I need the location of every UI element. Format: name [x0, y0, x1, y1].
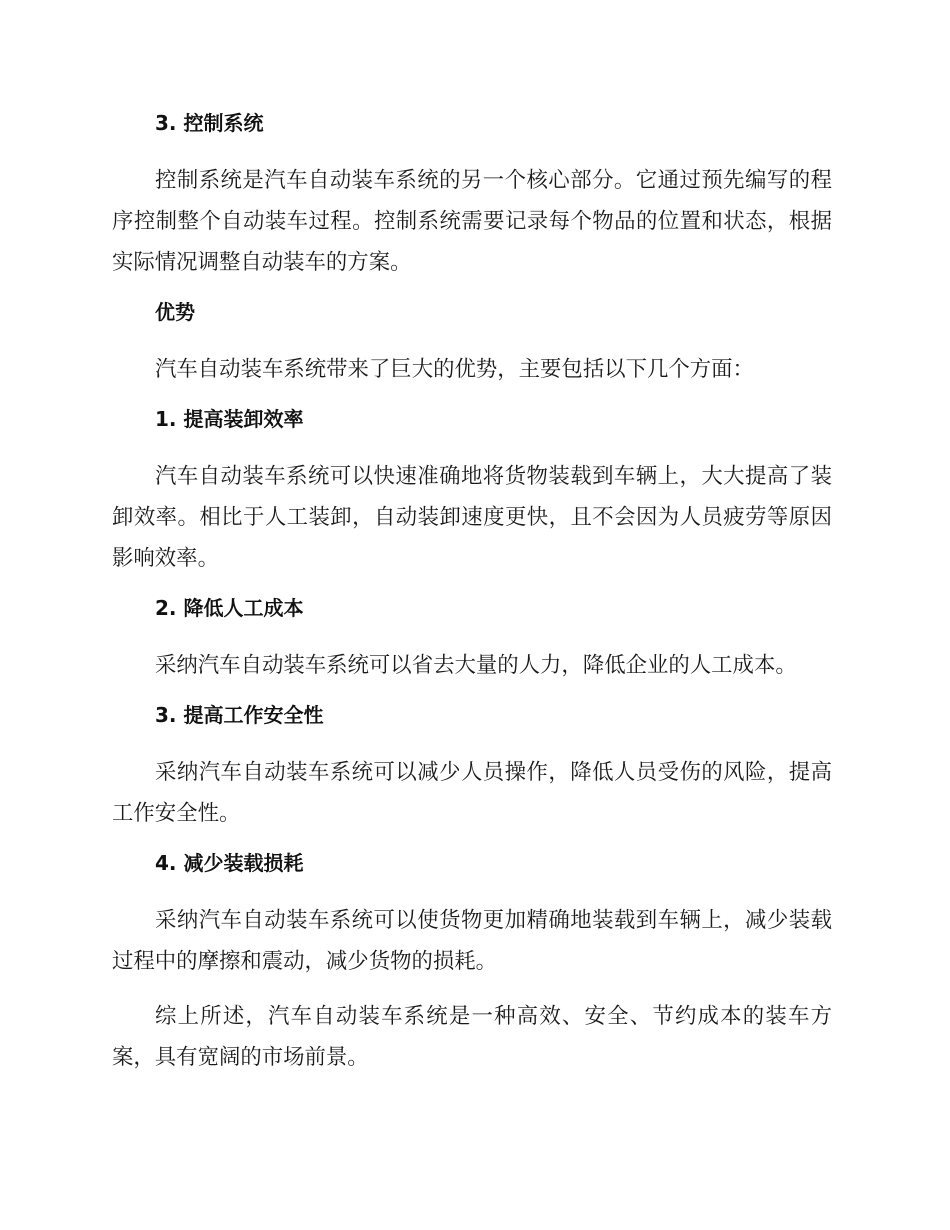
section-heading: 4. 减少装载损耗	[155, 851, 304, 875]
body-paragraph: 采纳汽车自动装车系统可以省去大量的人力，降低企业的人工成本。	[155, 653, 797, 678]
body-paragraph: 汽车自动装车系统带来了巨大的优势，主要包括以下几个方面：	[155, 357, 754, 382]
section-advantages	[112, 297, 832, 390]
section-safety	[112, 700, 832, 834]
body-paragraph: 采纳汽车自动装车系统可以减少人员操作，降低人员受伤的风险，提高工作安全性。	[112, 760, 832, 826]
body-paragraph: 控制系统是汽车自动装车系统的另一个核心部分。它通过预先编写的程序控制整个自动装车过程。控制系统需要记录每个物品的位置和状态，根据实际情况调整自动装车的方案。	[112, 168, 832, 275]
document-page	[112, 108, 832, 1092]
section-heading: 2. 降低人工成本	[155, 596, 304, 620]
section-heading: 优势	[155, 300, 195, 324]
section-labor-cost	[112, 593, 832, 686]
body-paragraph: 汽车自动装车系统可以快速准确地将货物装载到车辆上，大大提高了装卸效率。相比于人工装卸，自动装卸速度更快，且不会因为人员疲劳等原因影响效率。	[112, 464, 832, 571]
section-heading: 3. 提高工作安全性	[155, 703, 324, 727]
body-paragraph: 采纳汽车自动装车系统可以使货物更加精确地装载到车辆上，减少装载过程中的摩擦和震动，减少货物的损耗。	[112, 908, 832, 974]
section-efficiency	[112, 404, 832, 579]
section-heading: 1. 提高装卸效率	[155, 407, 304, 431]
section-control-system	[112, 108, 832, 283]
section-heading: 3. 控制系统	[155, 111, 264, 135]
conclusion-paragraph: 综上所述，汽车自动装车系统是一种高效、安全、节约成本的装车方案，具有宽阔的市场前景。	[112, 1004, 832, 1070]
section-loss-reduction	[112, 848, 832, 1078]
